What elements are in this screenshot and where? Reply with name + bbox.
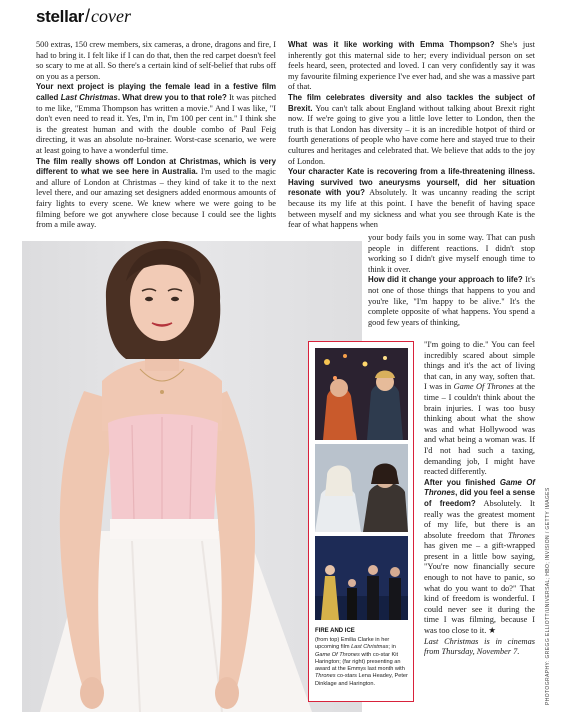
film-title: Last Christmas xyxy=(424,636,479,646)
section-masthead xyxy=(36,6,131,32)
photo-credit: PHOTOGRAPHY: GREGG ELLIOTT/UNIVERSAL; HBO; INVISION / GETTY IMAGES xyxy=(545,487,551,705)
question-text: What was it like working with Emma Thompson? xyxy=(288,40,495,49)
emmys-stage-illustration xyxy=(315,536,408,620)
article-column-3-lower xyxy=(424,340,535,658)
body-text: 500 extras, 150 crew members, six cameras, a drone, dragons and fire, I had to bring it. I felt like if I can do that, then the red carpet doesn't feel so scary to me at all. So there's a certain kind of self-belief that rubs off on you as a person. xyxy=(36,40,276,81)
article-column-2 xyxy=(288,40,535,231)
inset-photo-emmys xyxy=(315,536,408,620)
show-title: Game Of Thrones xyxy=(315,651,360,658)
qa-block: After you finished Game Of Thrones, did you feel a sense of freedom? Absolutely. It really was the greatest moment of my life, but there is an absolute freedom that Thrones has given me – a gift-wrapped present in a little bow saying, "You're now financially secure enough to not have to panic, so what do you want to do?" That kind of freedom is wonderful. I could never see it during the time I was filming, because I was too close to it. ★ xyxy=(424,477,535,636)
article-column-3-upper xyxy=(368,233,535,328)
answer-text: Absolutely. It really was the greatest moment of my life, but there is an absolute freedom that xyxy=(424,498,535,540)
release-info: is in cinemas from Thursday, November 7. xyxy=(424,636,535,657)
answer-text: It was pitched to me like, "Emma Thompson has written a movie." And I was like, "I don't even need to read it. Yes, I'm in, I'm 100 per cent in." I think she is the greatest human and with the double combo of Paul Feig directing, it was an absolute no-brainer. Worst-case scenario, we were at least going to have a wonderful time. xyxy=(36,92,277,155)
question-text: The film really shows off London at Christmas, which is very different to what we see here in Australia. xyxy=(36,156,276,177)
answer-text: It's not one of those things that happens to you and you're like, "I'm happy to be alive." It's the complete opposite of what happens. You spend a good few years of thinking, xyxy=(368,275,535,327)
show-scene-illustration xyxy=(315,444,408,532)
masthead-section: cover xyxy=(91,6,131,26)
article-column-1 xyxy=(36,40,276,231)
answer-text: Absolutely. It was uncanny reading the script because its my life at this point. I have the benefit of having space between myself and my sickness and what you see through Kate is the fear of what happens when xyxy=(288,188,535,230)
caption-body: (from top) Emilia Clarke in her upcoming film Last Christmas; in Game Of Thrones with co-star Kit Harington; (far right) presenting an award at the Emmys last month with Thrones co-stars Lena Headey, Peter Dinklage and Harington. xyxy=(315,637,408,687)
answer-text: She's just inherently got this maternal side to her; every individual person on set feels heard, seen, protected and loved. I can very confidently say it was my favourite filming experience I've ever had, and she was a massive part of that. xyxy=(288,40,535,92)
show-title: Game Of Thrones xyxy=(453,382,514,392)
caption-title: FIRE AND ICE xyxy=(315,628,355,634)
question-text: The film celebrates diversity and also tackles the subject of Brexit. xyxy=(288,92,535,113)
show-title: Thrones xyxy=(507,530,535,540)
film-title: Last Christmas xyxy=(60,92,118,102)
show-title: Thrones xyxy=(315,673,336,680)
question-text: Your character Kate is recovering from a life-threatening illness. Having survived two aneurysms yourself, did her situation resonate with you? xyxy=(288,167,535,198)
masthead-slash: / xyxy=(85,6,91,26)
qa-block xyxy=(288,40,535,93)
masthead-brand: stellar xyxy=(36,7,84,26)
question-text: Your next project is playing the female lead in a festive film called Last Christmas. What drew you to that role? xyxy=(36,82,276,102)
film-scene-illustration xyxy=(315,348,408,440)
qa-block xyxy=(368,275,535,328)
qa-block xyxy=(36,157,276,231)
inset-photo-last-christmas xyxy=(315,348,408,440)
question-text: How did it change your approach to life? xyxy=(368,275,523,285)
qa-block xyxy=(288,167,535,231)
answer-text: I'm used to the magic and allure of London at Christmas – they kind of take it to the next level there, and our amazing set designers added enormous amounts of fairy lights to every scene. We knew where we were going to be filming before we got anywhere close because I could see the lights from a mile away. xyxy=(36,167,276,230)
body-paragraph xyxy=(36,40,276,82)
qa-block xyxy=(36,82,276,156)
answer-text: You can't talk about England without talking about Brexit right now. If we're going to give you a little love letter to London, then the truth is that London has diversity – it is an incredible hotpot of third or fourth generations of people who have come here and stayed true to their cultures and heritages and celebrated that. We believe that adds to the joy of London. xyxy=(288,103,535,166)
end-mark: ★ xyxy=(486,626,496,636)
inset-photo-box xyxy=(308,341,414,702)
qa-block xyxy=(288,93,535,167)
question-text: After you finished Game Of Thrones, did you feel a sense of freedom? xyxy=(424,477,535,508)
article-footer-note xyxy=(424,637,535,658)
body-paragraph xyxy=(368,233,535,275)
body-paragraph: "I'm going to die." You can feel incredibly scared about simple things and it's the act of living that can, in any way, soften that. I was in Game Of Thrones at the time – I couldn't think about the brain injuries. I was too busy thinking about what the show was and what Hollywood was and what being a woman was. If I'd not had such a taxing, demanding job, I might have reacted differently. xyxy=(424,340,535,477)
body-text: your body fails you in some way. That can push people in different reactions. I didn't stop working so I didn't give myself enough time to think it over. xyxy=(368,233,535,274)
inset-photo-game-of-thrones xyxy=(315,444,408,532)
show-title: Game Of Thrones xyxy=(424,477,535,498)
film-title: Last Christmas xyxy=(351,644,389,651)
